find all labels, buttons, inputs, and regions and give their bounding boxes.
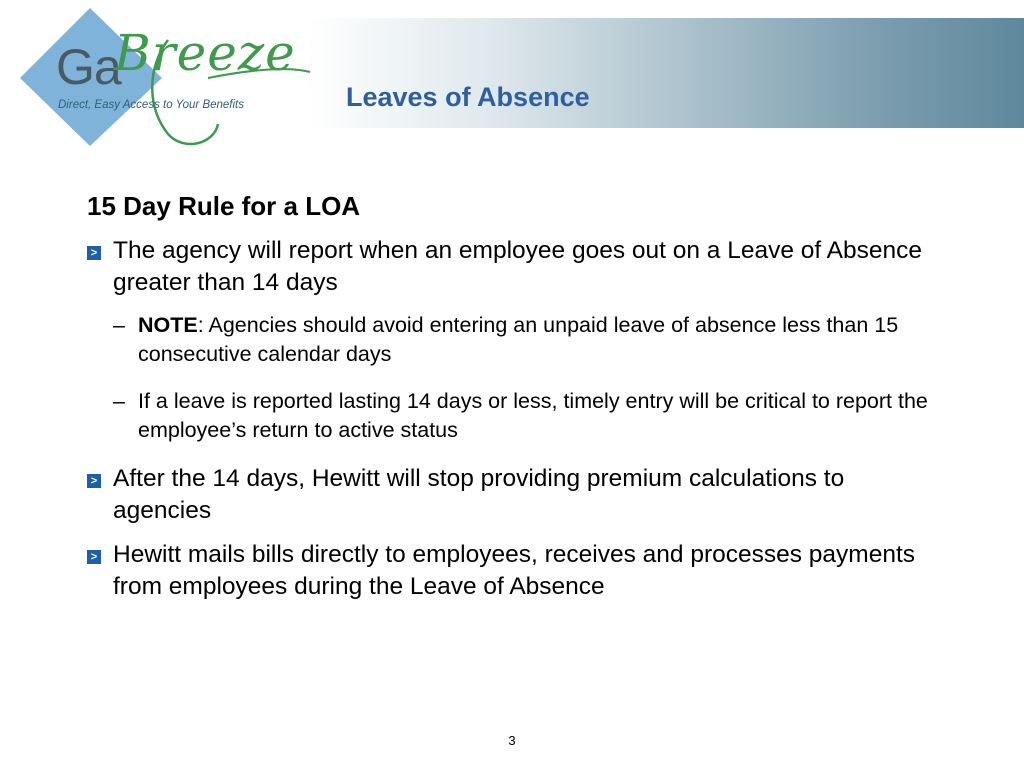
- note-label: NOTE: [138, 313, 198, 337]
- bullet-item: [87, 235, 947, 445]
- logo-breeze-text: Breeze: [114, 24, 296, 82]
- sub-bullet-list: [113, 311, 947, 445]
- sub-bullet-item: [113, 387, 947, 445]
- bullet-arrow-icon: >: [87, 474, 101, 488]
- logo-ga-text: Ga: [56, 39, 121, 95]
- bullet-arrow-icon: >: [87, 246, 101, 260]
- bullet-text: The agency will report when an employee goes out on a Leave of Absence greater than 14 days: [113, 237, 923, 296]
- sub-bullet-text: If a leave is reported lasting 14 days or less, timely entry will be critical to report the employee’s return to active status: [138, 389, 928, 442]
- dash-marker: –: [113, 389, 125, 413]
- sub-bullet-text: : Agencies should avoid entering an unpaid leave of absence less than 15 consecutive calendar days: [138, 313, 899, 366]
- bullet-text: Hewitt mails bills directly to employees, receives and processes payments from employees during the Leave of Absence: [113, 541, 916, 600]
- gabreeze-logo: [18, 6, 318, 154]
- bullet-text: After the 14 days, Hewitt will stop providing premium calculations to agencies: [113, 465, 845, 524]
- section-heading: 15 Day Rule for a LOA: [87, 191, 361, 221]
- page-number: 3: [508, 733, 516, 748]
- logo-tagline: Direct, Easy Access to Your Benefits: [58, 99, 244, 111]
- bullet-arrow-icon: >: [87, 550, 101, 564]
- sub-bullet-item: [113, 311, 947, 369]
- bullet-item: [87, 539, 947, 603]
- slide-content: [87, 190, 947, 615]
- slide-title: Leaves of Absence: [346, 82, 590, 112]
- dash-marker: –: [113, 313, 125, 337]
- bullet-list: [87, 235, 947, 603]
- bullet-item: [87, 463, 947, 527]
